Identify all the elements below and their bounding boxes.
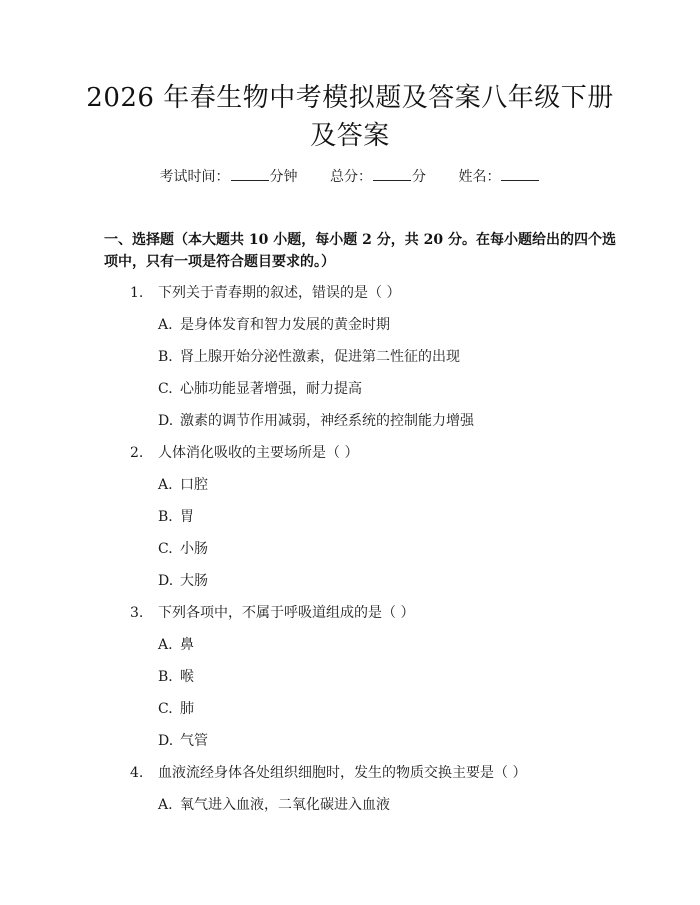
option-text: 氧气进入血液，二氧化碳进入血液 bbox=[180, 797, 390, 813]
section-heading-line-1: 一、选择题（本大题共 10 小题，每小题 2 分，共 20 分。在每小题给出的四个选 bbox=[104, 232, 616, 248]
exam-time-unit: 分钟 bbox=[269, 169, 298, 185]
question-3-option-c bbox=[158, 699, 638, 719]
question-text: 血液流经身体各处组织细胞时，发生的物质交换主要是（ ） bbox=[158, 765, 527, 781]
option-letter: B. bbox=[158, 669, 173, 685]
option-text: 大肠 bbox=[180, 573, 208, 589]
question-3-option-d bbox=[158, 731, 638, 751]
question-3 bbox=[130, 603, 630, 623]
option-letter: D. bbox=[158, 733, 174, 749]
exam-time-label: 考试时间： bbox=[159, 169, 230, 185]
option-text: 气管 bbox=[180, 733, 208, 749]
option-letter: A. bbox=[158, 637, 173, 653]
question-4 bbox=[130, 763, 630, 783]
question-3-option-a bbox=[158, 635, 638, 655]
question-text: 下列各项中，不属于呼吸道组成的是（ ） bbox=[158, 605, 415, 621]
option-text: 是身体发育和智力发展的黄金时期 bbox=[180, 317, 390, 333]
name-blank bbox=[501, 167, 539, 181]
option-letter: A. bbox=[158, 477, 173, 493]
question-text: 下列关于青春期的叙述，错误的是（ ） bbox=[158, 285, 401, 301]
page-title-line-2: 及答案 bbox=[310, 121, 390, 151]
question-number: 3. bbox=[130, 605, 144, 621]
question-text: 人体消化吸收的主要场所是（ ） bbox=[158, 445, 359, 461]
option-text: 肾上腺开始分泌性激素，促进第二性征的出现 bbox=[180, 349, 460, 365]
question-number: 4. bbox=[130, 765, 144, 781]
option-text: 小肠 bbox=[180, 541, 208, 557]
exam-time-field bbox=[160, 166, 298, 188]
exam-time-blank bbox=[231, 167, 269, 181]
question-2-option-a bbox=[158, 475, 638, 495]
option-text: 胃 bbox=[180, 509, 194, 525]
name-field bbox=[458, 166, 540, 188]
option-text: 口腔 bbox=[180, 477, 208, 493]
option-letter: C. bbox=[158, 381, 173, 397]
option-letter: C. bbox=[158, 701, 173, 717]
page-title-line-1: 2026 年春生物中考模拟题及答案八年级下册 bbox=[86, 83, 614, 113]
question-2 bbox=[130, 443, 630, 463]
total-score-blank bbox=[373, 167, 411, 181]
question-1-option-b bbox=[158, 347, 638, 367]
question-number: 2. bbox=[130, 445, 144, 461]
option-text: 心肺功能显著增强，耐力提高 bbox=[180, 381, 362, 397]
option-letter: B. bbox=[158, 349, 173, 365]
option-letter: C. bbox=[158, 541, 173, 557]
option-text: 鼻 bbox=[180, 637, 194, 653]
question-3-option-b bbox=[158, 667, 638, 687]
question-1 bbox=[130, 283, 630, 303]
total-score-field bbox=[330, 166, 426, 188]
exam-info-row bbox=[0, 166, 700, 188]
option-letter: A. bbox=[158, 317, 173, 333]
option-text: 激素的调节作用减弱，神经系统的控制能力增强 bbox=[180, 413, 474, 429]
total-score-unit: 分 bbox=[412, 169, 426, 185]
option-letter: D. bbox=[158, 573, 174, 589]
question-4-option-a bbox=[158, 795, 638, 815]
option-letter: A. bbox=[158, 797, 173, 813]
option-letter: D. bbox=[158, 413, 174, 429]
section-heading-line-2: 项中，只有一项是符合题目要求的。） bbox=[104, 254, 335, 270]
option-text: 喉 bbox=[180, 669, 194, 685]
question-1-option-a bbox=[158, 315, 638, 335]
option-text: 肺 bbox=[180, 701, 194, 717]
question-number: 1. bbox=[130, 285, 144, 301]
question-2-option-c bbox=[158, 539, 638, 559]
question-2-option-d bbox=[158, 571, 638, 591]
question-1-option-d bbox=[158, 411, 638, 431]
option-letter: B. bbox=[158, 509, 173, 525]
question-1-option-c bbox=[158, 379, 638, 399]
total-score-label: 总分： bbox=[330, 169, 372, 185]
name-label: 姓名： bbox=[458, 169, 501, 185]
question-2-option-b bbox=[158, 507, 638, 527]
